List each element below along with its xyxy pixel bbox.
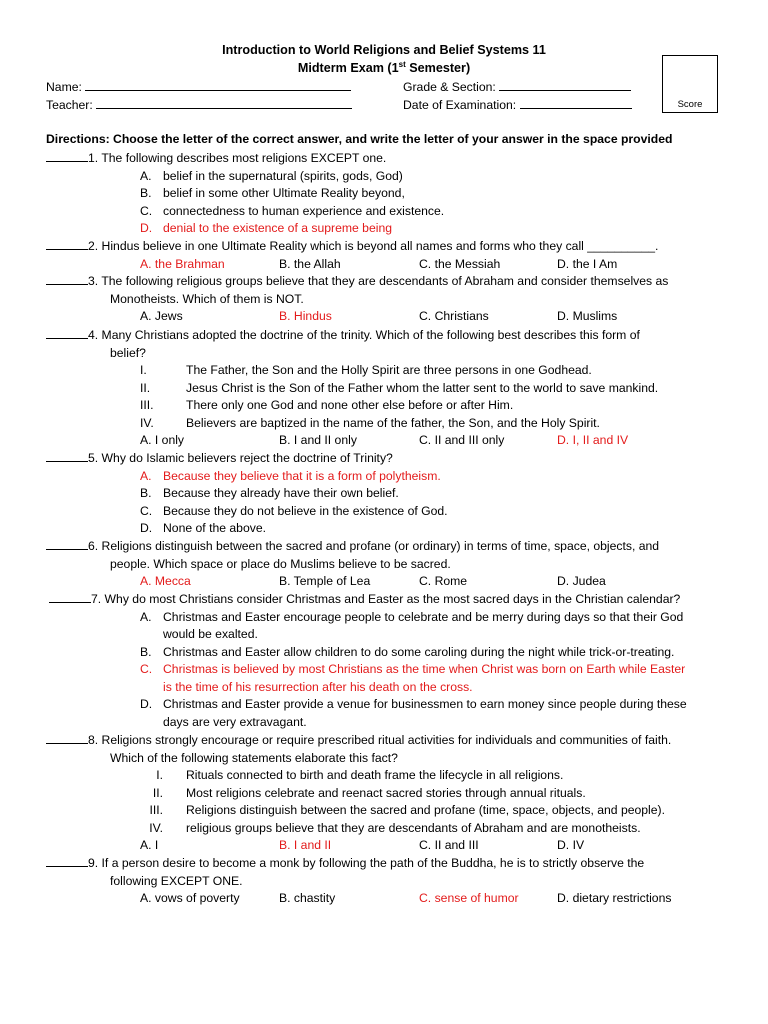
question-9 xyxy=(46,854,726,908)
question-stem: 6. Religions distinguish between the sacred and profane (or ordinary) in terms of time, space, objects, and xyxy=(88,539,660,553)
option-c-answer: C. Christmas is believed by most Christians as the time when Christ was born on Earth while Easter xyxy=(140,662,686,676)
question-stem-cont: Which of the following statements elaborate this fact? xyxy=(110,750,398,765)
option-b: B. Christmas and Easter allow children to do some caroling during the night while trick-or-treating. xyxy=(140,644,675,659)
option-d: D. Judea xyxy=(557,574,606,588)
option-a: A. belief in the supernatural (spirits, gods, God) xyxy=(140,168,403,183)
option-c-cont: is the time of his resurrection after his death on the cross. xyxy=(163,679,473,694)
option-b: B. chastity xyxy=(279,891,336,905)
option-d-answer: D. denial to the existence of a supreme being xyxy=(140,221,393,235)
option-d-cont: days are very extravagant. xyxy=(163,714,307,729)
statement-ii: II. Jesus Christ is the Son of the Father whom the latter sent to the world to save mankind. xyxy=(140,380,659,395)
option-c: C. the Messiah xyxy=(419,256,501,271)
option-c: C. II and III xyxy=(419,838,479,852)
statement-ii: II. Most religions celebrate and reenact sacred stories through annual rituals. xyxy=(152,785,586,800)
answer-blank[interactable] xyxy=(46,537,88,550)
statement-iii: III. Religions distinguish between the sacred and profane (time, space, objects, and people). xyxy=(149,803,665,817)
option-d: D. dietary restrictions xyxy=(557,891,672,905)
directions: Directions: Choose the letter of the correct answer, and write the letter of your answer in the space provided xyxy=(46,132,673,146)
answer-blank[interactable] xyxy=(46,272,88,285)
option-a: A. Jews xyxy=(140,309,183,323)
statement-i: I. Rituals connected to birth and death frame the lifecycle in all religions. xyxy=(156,768,564,782)
option-d: D. None of the above. xyxy=(140,521,266,535)
answer-blank[interactable] xyxy=(46,237,88,250)
answer-blank[interactable] xyxy=(46,149,88,162)
question-1 xyxy=(46,149,726,238)
question-stem-cont: following EXCEPT ONE. xyxy=(110,873,243,888)
option-b-answer: B. I and II xyxy=(279,838,332,852)
option-b: B. the Allah xyxy=(279,256,341,271)
option-d: D. the I Am xyxy=(557,256,618,271)
option-d: D. IV xyxy=(557,838,585,852)
question-stem: 4. Many Christians adopted the doctrine of the trinity. Which of the following best describes this form of xyxy=(88,328,640,342)
option-b: B. I and II only xyxy=(279,433,357,447)
option-a: A. vows of poverty xyxy=(140,891,240,905)
option-a-answer: A. the Brahman xyxy=(140,256,225,271)
option-a: A. I only xyxy=(140,433,185,447)
question-stem: 5. Why do Islamic believers reject the doctrine of Trinity? xyxy=(88,451,393,465)
exam-subtitle: Midterm Exam (1st Semester) xyxy=(297,59,471,75)
question-stem: 9. If a person desire to become a monk by following the path of the Buddha, he is to strictly observe the xyxy=(88,856,645,870)
answer-blank[interactable] xyxy=(46,326,88,339)
grade-section-field[interactable]: Grade & Section: xyxy=(403,78,631,97)
option-b: B. Temple of Lea xyxy=(279,574,371,588)
option-a-answer: A. Because they believe that it is a form of polytheism. xyxy=(140,468,441,483)
question-stem-cont: Monotheists. Which of them is NOT. xyxy=(110,291,304,306)
question-2 xyxy=(46,237,726,273)
question-stem-cont: belief? xyxy=(110,345,146,360)
statement-iv: IV. Believers are baptized in the name of the father, the Son, and the Holy Spirit. xyxy=(140,415,600,430)
option-a-answer: A. Mecca xyxy=(140,574,191,588)
option-c: C. II and III only xyxy=(419,433,505,447)
question-8 xyxy=(46,731,726,855)
statement-i: I. The Father, the Son and the Holly Spirit are three persons in one Godhead. xyxy=(140,363,592,377)
option-d: D. Christmas and Easter provide a venue for businessmen to earn money since people during these xyxy=(140,697,687,711)
statement-iii: III. There only one God and none other else before or after Him. xyxy=(140,398,514,412)
answer-blank[interactable] xyxy=(46,854,88,867)
option-d-answer: D. I, II and IV xyxy=(557,433,629,447)
question-stem-cont: people. Which space or place do Muslims believe to be sacred. xyxy=(110,556,451,571)
question-7 xyxy=(46,590,726,731)
date-field[interactable]: Date of Examination: xyxy=(403,96,632,115)
option-a-cont: would be exalted. xyxy=(163,627,258,641)
question-4 xyxy=(46,326,726,450)
question-stem: 1. The following describes most religions EXCEPT one. xyxy=(88,151,387,165)
question-5 xyxy=(46,449,726,538)
option-b: B. belief in some other Ultimate Reality beyond, xyxy=(140,186,405,200)
option-c: C. Because they do not believe in the existence of God. xyxy=(140,503,448,518)
answer-blank[interactable] xyxy=(46,449,88,462)
answer-blank[interactable] xyxy=(46,731,88,744)
option-c: C. Christians xyxy=(419,309,489,323)
question-3 xyxy=(46,272,726,326)
option-d: D. Muslims xyxy=(557,309,618,323)
question-stem: 8. Religions strongly encourage or require prescribed ritual activities for individuals and communities of faith. xyxy=(88,733,672,747)
score-label: Score xyxy=(677,99,703,110)
question-stem: 2. Hindus believe in one Ultimate Reality which is beyond all names and forms who they call __________. xyxy=(88,239,659,253)
statement-iv: IV. religious groups believe that they are descendants of Abraham and are monotheists. xyxy=(149,820,641,835)
question-stem: 3. The following religious groups believe that they are descendants of Abraham and consider themselves as xyxy=(88,274,669,288)
question-6 xyxy=(46,537,726,591)
option-c-answer: C. sense of humor xyxy=(419,891,519,905)
question-stem: 7. Why do most Christians consider Christmas and Easter as the most sacred days in the Christian calendar? xyxy=(91,592,681,606)
option-b: B. Because they already have their own belief. xyxy=(140,486,399,500)
exam-title: Introduction to World Religions and Belief Systems 11 xyxy=(222,43,546,57)
answer-blank[interactable] xyxy=(49,590,91,603)
option-b-answer: B. Hindus xyxy=(279,309,332,323)
teacher-field[interactable]: Teacher: xyxy=(46,96,352,115)
option-a: A. Christmas and Easter encourage people to celebrate and be merry during days so that their God xyxy=(140,609,684,624)
option-c: C. Rome xyxy=(419,574,468,588)
option-a: A. I xyxy=(140,838,159,852)
name-field[interactable]: Name: xyxy=(46,78,351,97)
score-box[interactable] xyxy=(662,55,718,113)
option-c: C. connectedness to human experience and existence. xyxy=(140,203,445,218)
